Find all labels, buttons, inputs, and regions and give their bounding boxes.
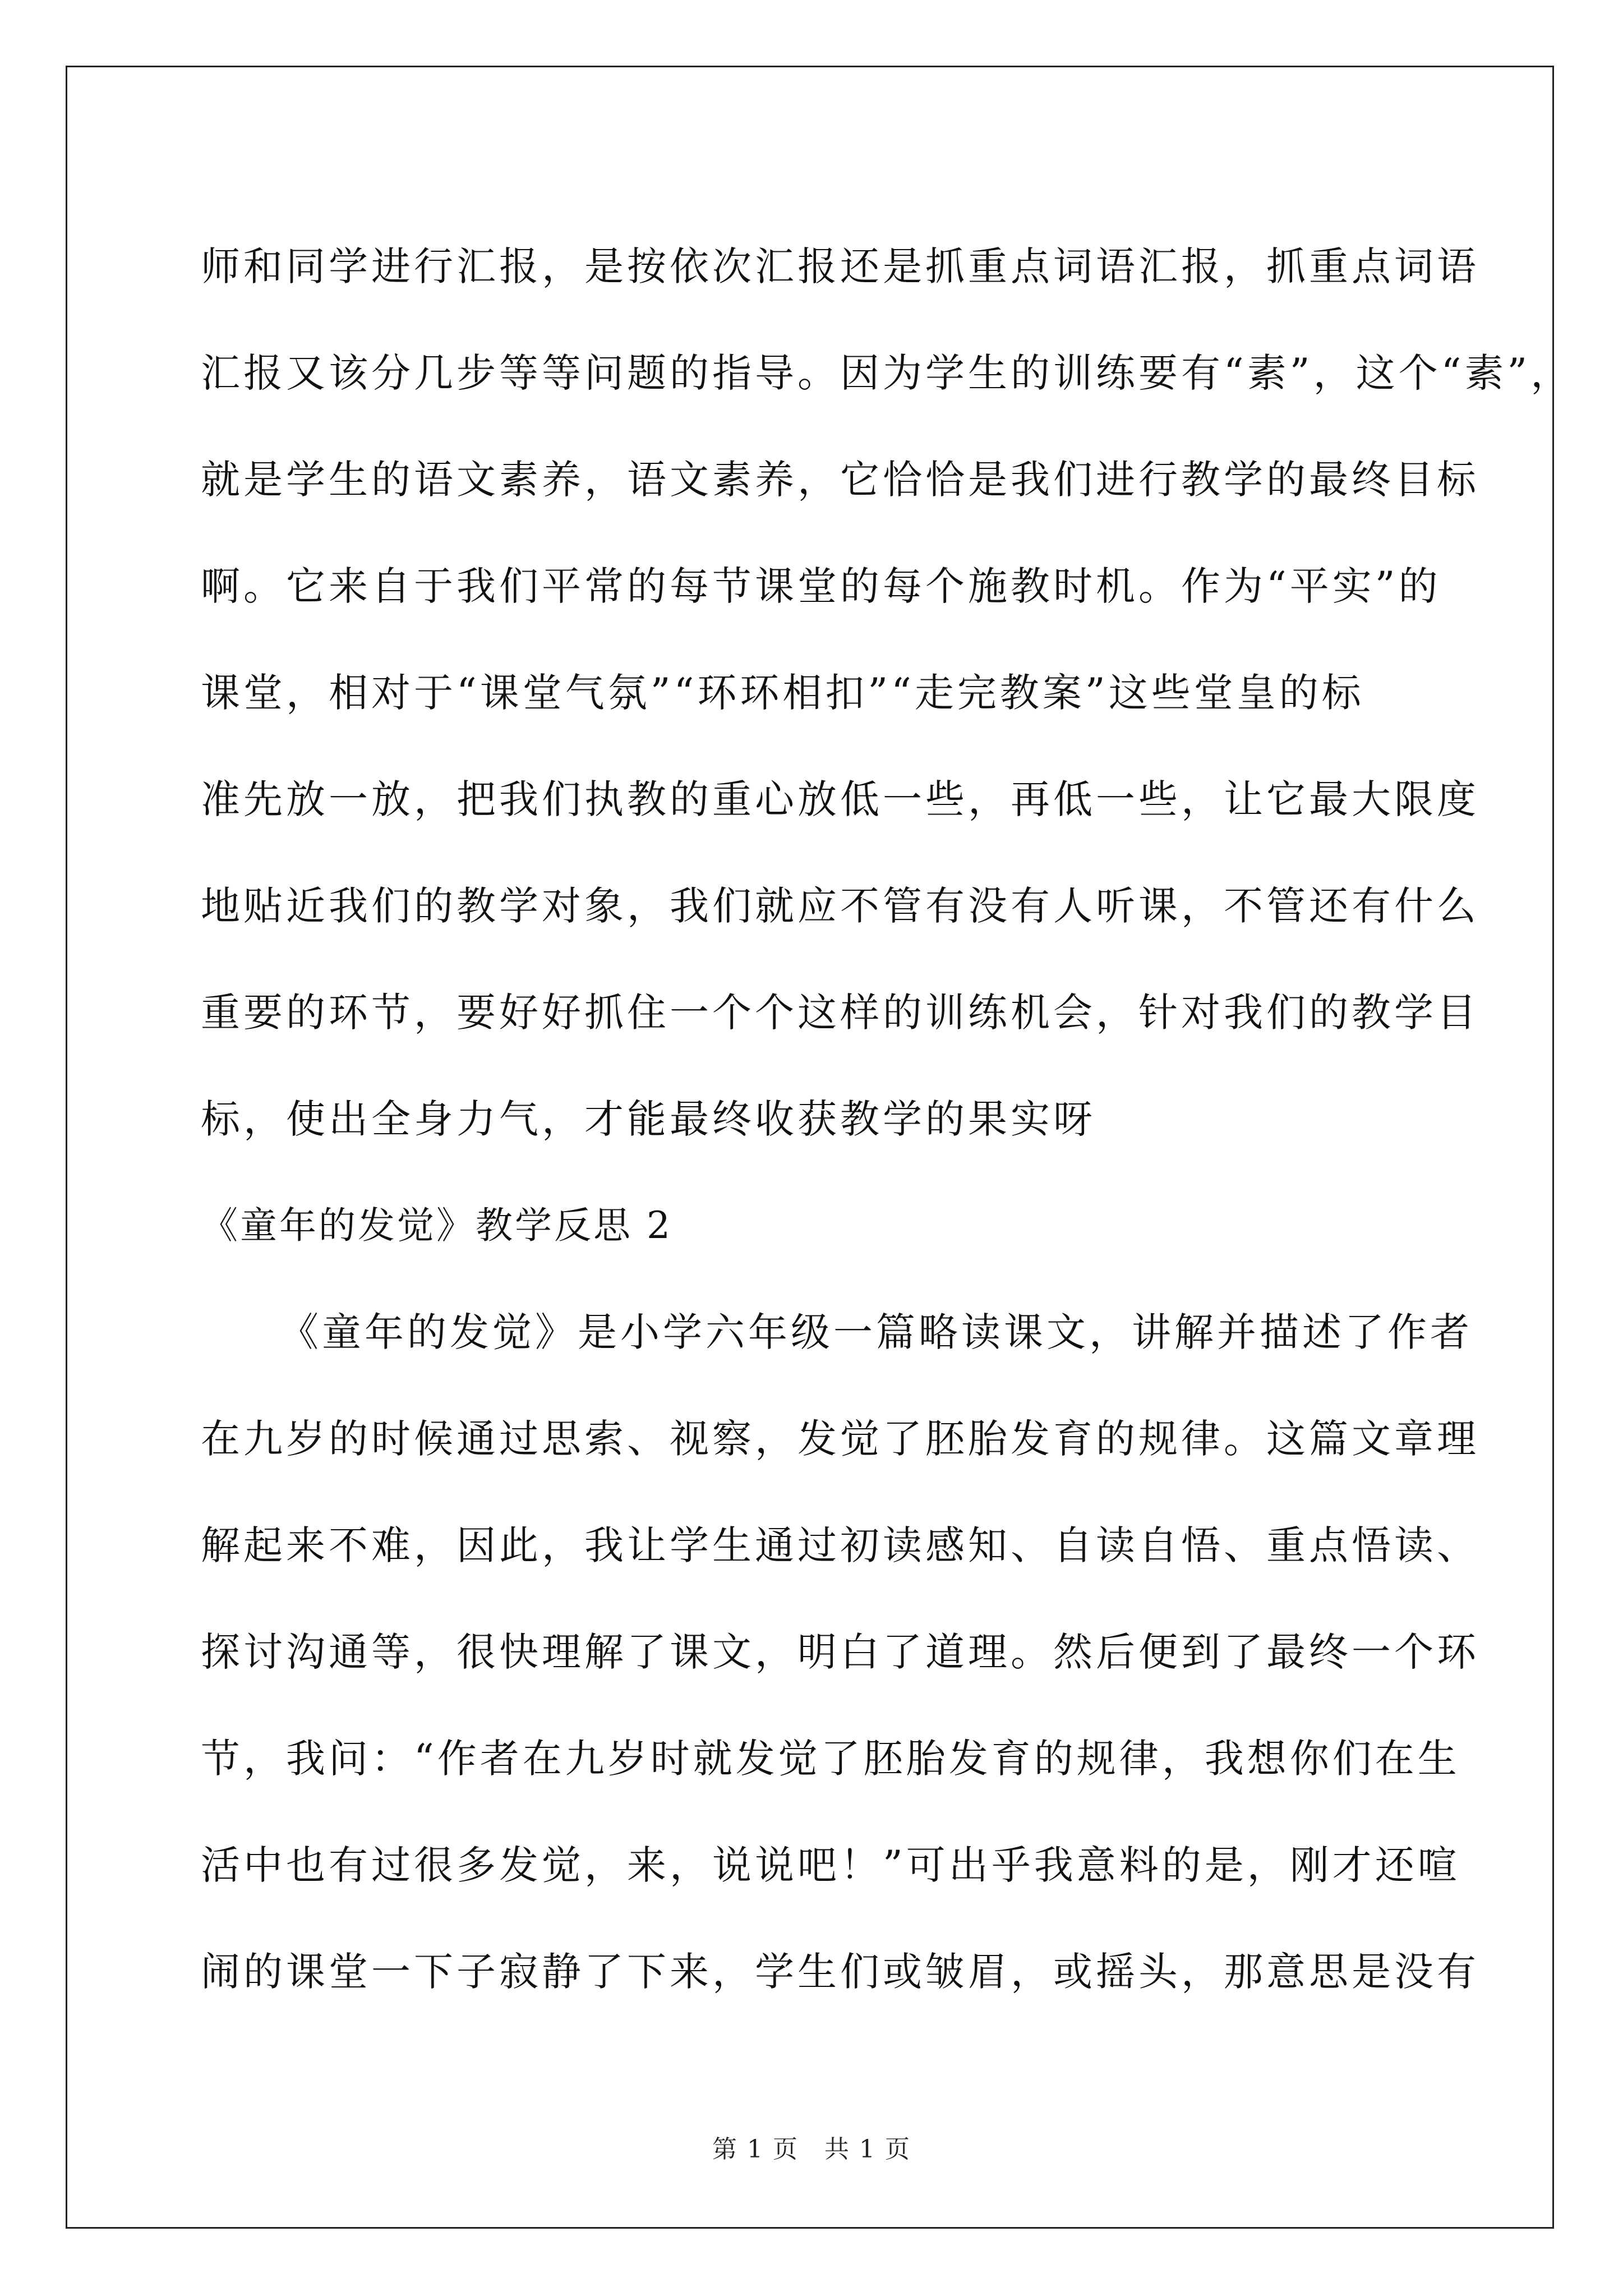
- section-heading: 《童年的发觉》教学反思 2: [201, 1204, 672, 1247]
- text-line: 解起来不难，因此，我让学生通过初读感知、自读自悟、重点悟读、: [201, 1522, 1479, 1568]
- text-line: 闹的课堂一下子寂静了下来，学生们或皱眉，或摇头，那意思是没有: [201, 1949, 1479, 1995]
- text-line: 《童年的发觉》是小学六年级一篇略读课文，讲解并描述了作者: [279, 1309, 1473, 1355]
- text-line: 啊。它来自于我们平常的每节课堂的每个施教时机。作为“平实”的: [201, 563, 1441, 609]
- text-line: 课堂，相对于“课堂气氛”“环环相扣”“走完教案”这些堂皇的标: [201, 670, 1364, 716]
- text-line: 准先放一放，把我们执教的重心放低一些，再低一些，让它最大限度: [201, 776, 1479, 822]
- text-line: 探讨沟通等，很快理解了课文，明白了道理。然后便到了最终一个环: [201, 1629, 1479, 1675]
- text-line: 师和同学进行汇报，是按依次汇报还是抓重点词语汇报，抓重点词语: [201, 243, 1479, 289]
- text-line: 节，我问：“作者在九岁时就发觉了胚胎发育的规律，我想你们在生: [201, 1736, 1460, 1782]
- text-line: 汇报又该分几步等等问题的指导。因为学生的训练要有“素”，这个“素”，: [201, 350, 1574, 396]
- text-line: 活中也有过很多发觉，来，说说吧！”可出乎我意料的是，刚才还喧: [201, 1842, 1460, 1888]
- text-line: 重要的环节，要好好抓住一个个这样的训练机会，针对我们的教学目: [201, 990, 1479, 1036]
- text-line: 标，使出全身力气，才能最终收获教学的果实呀: [201, 1096, 1096, 1142]
- page-number: 第 1 页 共 1 页: [712, 2135, 911, 2164]
- text-line: 在九岁的时候通过思索、视察，发觉了胚胎发育的规律。这篇文章理: [201, 1416, 1479, 1462]
- text-line: 地贴近我们的教学对象，我们就应不管有没有人听课，不管还有什么: [201, 883, 1479, 929]
- text-line: 就是学生的语文素养，语文素养，它恰恰是我们进行教学的最终目标: [201, 457, 1479, 503]
- document-body: [201, 213, 1574, 2025]
